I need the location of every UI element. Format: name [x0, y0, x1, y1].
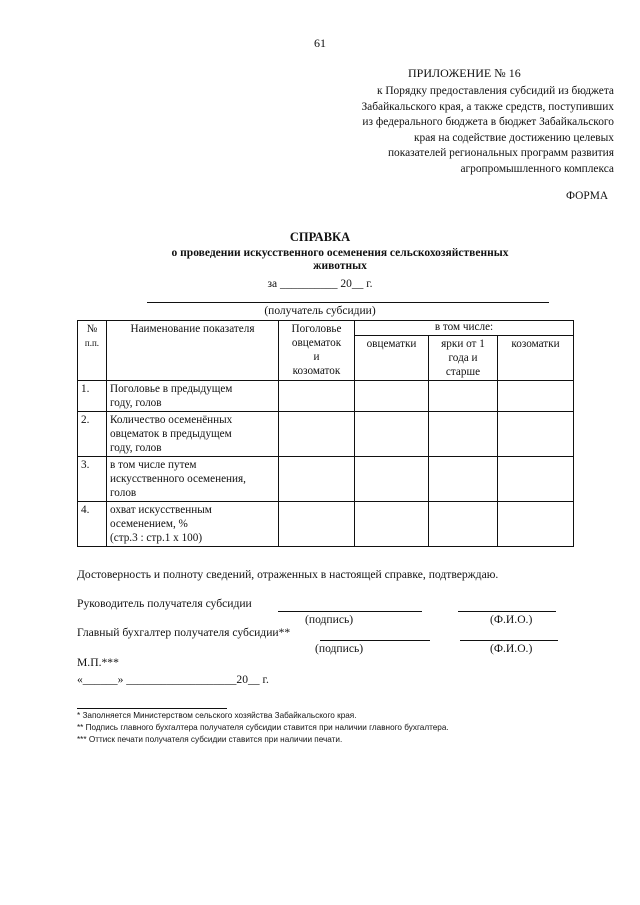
cell-ewes[interactable] — [355, 457, 429, 502]
document-subtitle — [140, 247, 540, 273]
table-row — [78, 412, 574, 457]
footnote-3: *** Оттиск печати получателя субсидии ставится при наличии печати. — [77, 735, 343, 744]
cell-goats[interactable] — [498, 381, 574, 412]
row-indicator: охват искусственным осеменением, % (стр.3 : стр.1 х 100) — [107, 502, 279, 547]
footnote-2: ** Подпись главного бухгалтера получателя субсидии ставится при наличии главного бухгалтера. — [77, 723, 449, 732]
footnote-1: * Заполняется Министерством сельского хозяйства Забайкальского края. — [77, 711, 357, 720]
head-fio-line[interactable] — [458, 611, 556, 612]
date-line[interactable]: «______» ___________________20__ г. — [77, 673, 269, 686]
row-number: 1. — [78, 381, 107, 412]
header-goats: козоматки — [498, 336, 574, 381]
accountant-signature-caption: (подпись) — [315, 642, 364, 655]
accountant-fio-caption: (Ф.И.О.) — [490, 642, 533, 655]
table-row — [78, 457, 574, 502]
order-line: агропромышленного комплекса — [460, 162, 614, 175]
header-total-livestock: Поголовье овцематок и козоматок — [279, 321, 355, 381]
table-row — [78, 381, 574, 412]
cell-yearlings[interactable] — [429, 381, 498, 412]
row-indicator: Поголовье в предыдущем году, голов — [107, 381, 279, 412]
header-yearlings: ярки от 1 года и старше — [429, 336, 498, 381]
indicators-table — [77, 320, 574, 547]
row-indicator: в том числе путем искусственного осеменения, голов — [107, 457, 279, 502]
cell-yearlings[interactable] — [429, 502, 498, 547]
order-line: Забайкальского края, а также средств, поступивших — [361, 100, 614, 113]
subtitle-line: о проведении искусственного осеменения сельскохозяйственных — [171, 247, 509, 259]
order-line: края на содействие достижению целевых — [414, 131, 614, 144]
recipient-label: (получатель субсидии) — [264, 305, 376, 317]
cell-total[interactable] — [279, 412, 355, 457]
chief-accountant-label: Главный бухгалтер получателя субсидии** — [77, 626, 291, 639]
head-fio-caption: (Ф.И.О.) — [490, 613, 533, 626]
cell-goats[interactable] — [498, 502, 574, 547]
accountant-signature-line[interactable] — [320, 640, 430, 641]
cell-yearlings[interactable] — [429, 457, 498, 502]
table-header-row — [78, 321, 574, 336]
cell-goats[interactable] — [498, 412, 574, 457]
cell-ewes[interactable] — [355, 412, 429, 457]
subtitle-line: животных — [313, 260, 367, 272]
row-number: 3. — [78, 457, 107, 502]
cell-yearlings[interactable] — [429, 412, 498, 457]
order-line: к Порядку предоставления субсидий из бюджета — [376, 85, 614, 97]
order-line: показателей региональных программ развития — [387, 147, 614, 160]
cell-total[interactable] — [279, 502, 355, 547]
accountant-fio-line[interactable] — [460, 640, 558, 641]
table-row — [78, 502, 574, 547]
cell-total[interactable] — [279, 457, 355, 502]
head-signature-caption: (подпись) — [305, 613, 354, 626]
form-label: ФОРМА — [566, 190, 609, 202]
head-label: Руководитель получателя субсидии — [77, 597, 252, 610]
row-indicator: Количество осеменённых овцематок в предыдущем году, голов — [107, 412, 279, 457]
header-indicator-name: Наименование показателя — [107, 321, 279, 381]
cell-ewes[interactable] — [355, 502, 429, 547]
cell-total[interactable] — [279, 381, 355, 412]
document-title: СПРАВКА — [289, 230, 351, 244]
header-ewes: овцематки — [355, 336, 429, 381]
stamp-mark: М.П.*** — [77, 656, 119, 669]
cell-ewes[interactable] — [355, 381, 429, 412]
appendix-order-reference — [314, 84, 614, 178]
recipient-field-line[interactable] — [147, 302, 549, 303]
report-period: за __________ 20__ г. — [267, 278, 373, 290]
header-number: № п.п. — [78, 321, 107, 381]
confirmation-statement: Достоверность и полноту сведений, отраженных в настоящей справке, подтверждаю. — [77, 568, 499, 581]
order-line: из федерального бюджета в бюджет Забайкальского — [362, 116, 614, 129]
appendix-title: ПРИЛОЖЕНИЕ № 16 — [408, 66, 521, 80]
cell-goats[interactable] — [498, 457, 574, 502]
header-including: в том числе: — [355, 321, 574, 336]
footnote-separator — [77, 708, 227, 709]
head-signature-line[interactable] — [278, 611, 422, 612]
page-number: 61 — [314, 36, 326, 50]
row-number: 2. — [78, 412, 107, 457]
row-number: 4. — [78, 502, 107, 547]
